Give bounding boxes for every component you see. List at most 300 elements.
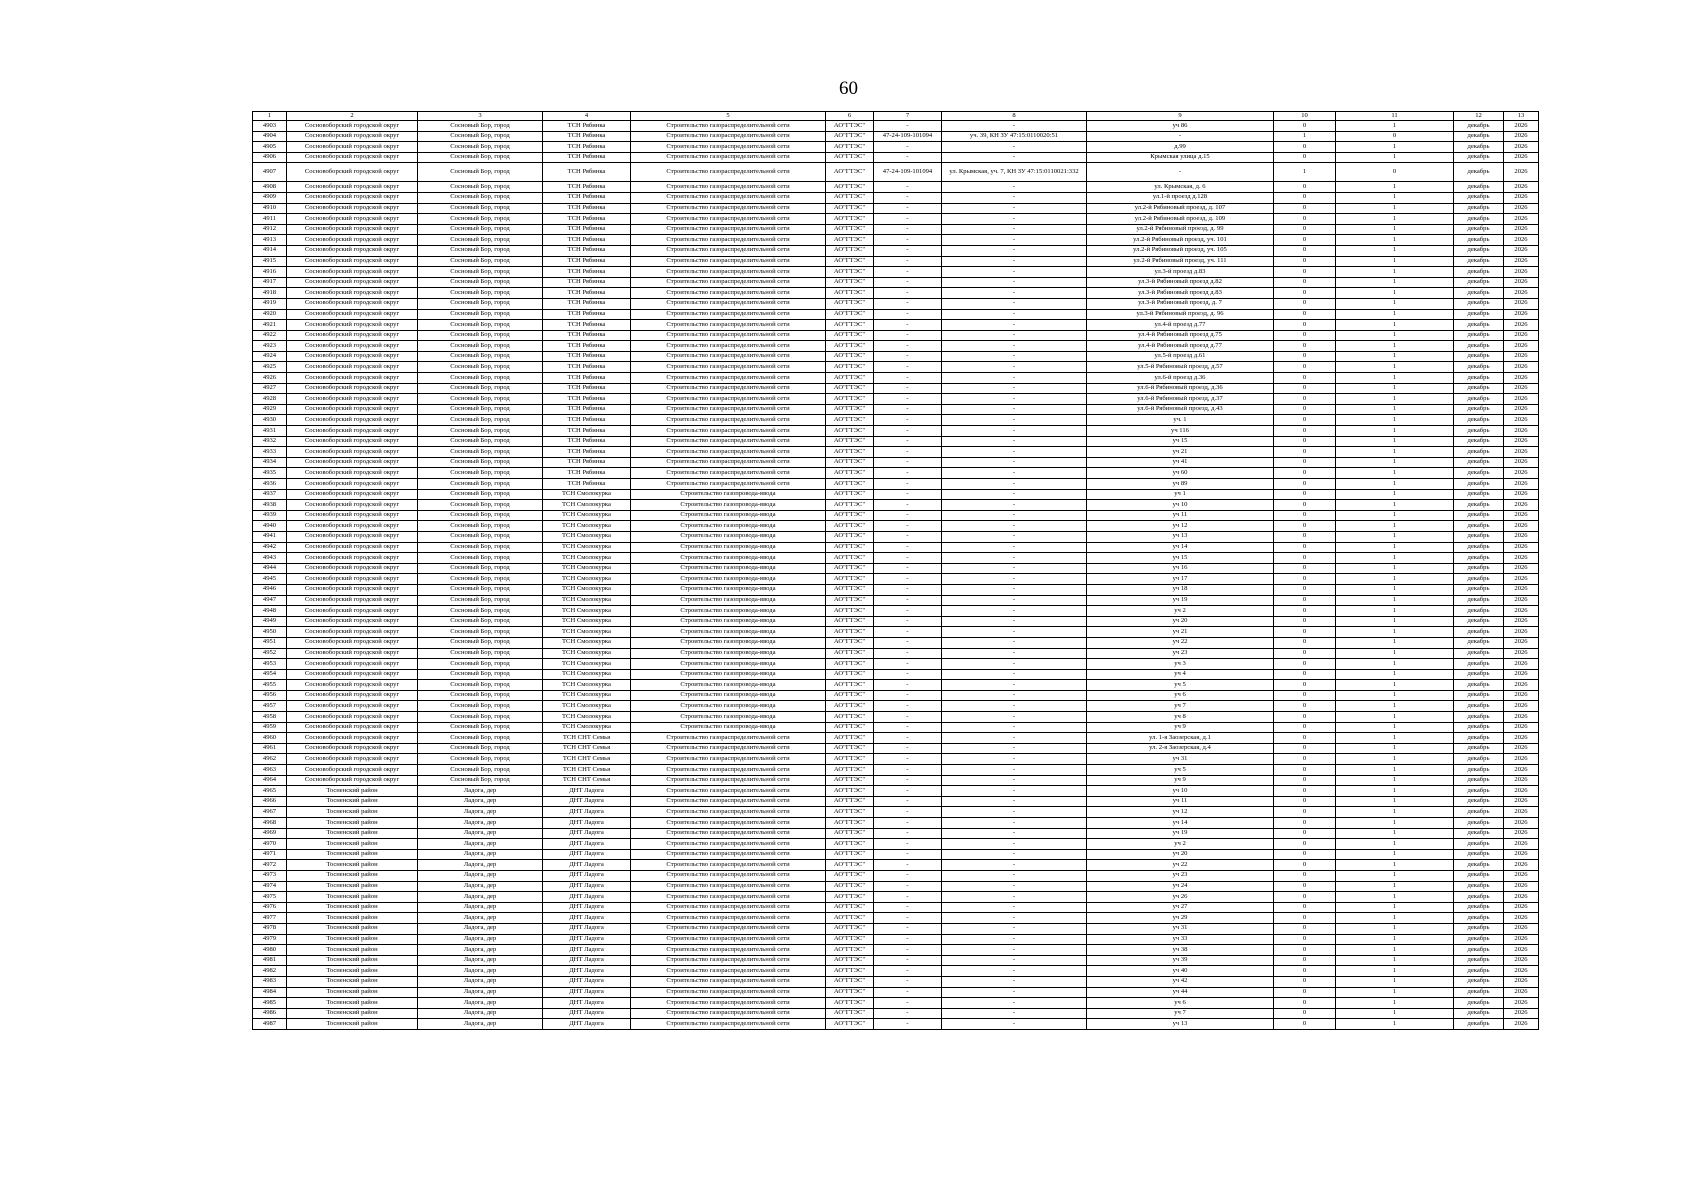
table-cell: декабрь (1454, 616, 1504, 627)
table-cell: 0 (1274, 765, 1336, 776)
table-cell: Строительство газораспределительной сети (631, 479, 826, 490)
table-cell: ТСН Рябинка (543, 256, 631, 267)
table-cell: 4951 (253, 637, 287, 648)
table-cell: Сосновоборский городской округ (287, 373, 418, 384)
table-cell: Сосновоборский городской округ (287, 457, 418, 468)
table-cell: Сосновоборский городской округ (287, 754, 418, 765)
table-cell: 4942 (253, 542, 287, 553)
table-cell: АО"ГТЭС" (826, 489, 874, 500)
table-cell: ТСН Смолокурка (543, 680, 631, 691)
table-cell: декабрь (1454, 659, 1504, 670)
table-cell: Сосновый Бор, город (418, 131, 543, 142)
table-cell: Тосненский район (287, 1019, 418, 1030)
table-cell: Сосновый Бор, город (418, 722, 543, 733)
table-cell: декабрь (1454, 152, 1504, 163)
table-row (253, 754, 1539, 765)
table-cell: Сосновоборский городской округ (287, 277, 418, 288)
table-cell: - (874, 309, 942, 320)
table-cell: 4982 (253, 966, 287, 977)
table-row (253, 892, 1539, 903)
table-cell: ТСН Рябинка (543, 404, 631, 415)
table-cell: - (942, 574, 1087, 585)
table-cell: 4965 (253, 786, 287, 797)
table-cell: - (942, 955, 1087, 966)
table-cell: АО"ГТЭС" (826, 733, 874, 744)
table-cell: декабрь (1454, 860, 1504, 871)
table-cell: - (874, 616, 942, 627)
table-cell: 0 (1274, 976, 1336, 987)
table-row (253, 131, 1539, 142)
column-header: 6 (826, 112, 874, 121)
table-cell: ул.6-й Рябиновый проезд, д.37 (1087, 394, 1274, 405)
table-cell: Сосновый Бор, город (418, 637, 543, 648)
table-cell: Сосновый Бор, город (418, 712, 543, 723)
table-cell: 4972 (253, 860, 287, 871)
column-header: 5 (631, 112, 826, 121)
table-cell: Сосновоборский городской округ (287, 203, 418, 214)
table-cell: 1 (1336, 902, 1454, 913)
table-cell: - (942, 923, 1087, 934)
table-cell: 1 (1336, 807, 1454, 818)
table-cell: 2026 (1504, 373, 1539, 384)
table-cell: АО"ГТЭС" (826, 1008, 874, 1019)
table-cell: - (942, 765, 1087, 776)
table-cell: 1 (1336, 828, 1454, 839)
table-cell: уч 4 (1087, 669, 1274, 680)
table-row (253, 966, 1539, 977)
table-cell: Сосновый Бор, город (418, 489, 543, 500)
table-cell: ул.4-й Рябиновый проезд д.77 (1087, 341, 1274, 352)
table-cell: - (942, 743, 1087, 754)
table-cell: Сосновый Бор, город (418, 256, 543, 267)
table-cell: - (942, 754, 1087, 765)
table-cell: Ладога, дер (418, 786, 543, 797)
table-cell: 4966 (253, 796, 287, 807)
table-cell: Ладога, дер (418, 839, 543, 850)
table-cell: Строительство газораспределительной сети (631, 468, 826, 479)
table-cell: уч 22 (1087, 860, 1274, 871)
table-cell: 2026 (1504, 214, 1539, 225)
table-cell: Сосновоборский городской округ (287, 489, 418, 500)
table-cell: Сосновоборский городской округ (287, 436, 418, 447)
table-cell: Строительство газораспределительной сети (631, 277, 826, 288)
table-cell: Строительство газораспределительной сети (631, 966, 826, 977)
table-cell: 0 (1274, 775, 1336, 786)
table-cell: Сосновоборский городской округ (287, 722, 418, 733)
table-cell: 4985 (253, 998, 287, 1009)
table-cell: декабрь (1454, 913, 1504, 924)
table-cell: уч 16 (1087, 563, 1274, 574)
table-cell: 1 (1336, 860, 1454, 871)
table-cell: 1 (1336, 870, 1454, 881)
table-cell: Тосненский район (287, 881, 418, 892)
table-cell: 4986 (253, 1008, 287, 1019)
table-cell: Тосненский район (287, 807, 418, 818)
table-cell: 1 (1336, 256, 1454, 267)
table-cell: 4933 (253, 447, 287, 458)
table-cell: ТСН Рябинка (543, 457, 631, 468)
table-cell: 0 (1274, 404, 1336, 415)
table-cell: 2026 (1504, 362, 1539, 373)
table-cell: уч 2 (1087, 606, 1274, 617)
table-cell: 2026 (1504, 152, 1539, 163)
table-cell: Сосновоборский городской округ (287, 192, 418, 203)
table-cell: 4981 (253, 955, 287, 966)
table-cell: уч 3 (1087, 659, 1274, 670)
table-cell: - (874, 976, 942, 987)
table-cell: Сосновоборский городской округ (287, 765, 418, 776)
table-row (253, 479, 1539, 490)
table-cell: 4918 (253, 288, 287, 299)
table-cell: Сосновый Бор, город (418, 245, 543, 256)
table-cell: - (874, 849, 942, 860)
table-cell: АО"ГТЭС" (826, 510, 874, 521)
table-cell: Ладога, дер (418, 945, 543, 956)
table-cell: - (874, 426, 942, 437)
table-cell: ТСН Рябинка (543, 436, 631, 447)
table-cell: Сосновый Бор, город (418, 510, 543, 521)
table-cell: 4953 (253, 659, 287, 670)
table-cell: Сосновоборский городской округ (287, 182, 418, 193)
table-cell: 4911 (253, 214, 287, 225)
table-cell: 1 (1336, 426, 1454, 437)
table-cell: 2026 (1504, 235, 1539, 246)
table-cell: 2026 (1504, 976, 1539, 987)
table-cell: АО"ГТЭС" (826, 542, 874, 553)
table-cell: Сосновый Бор, город (418, 669, 543, 680)
table-cell: ТСН Смолокурка (543, 606, 631, 617)
table-cell: 1 (1336, 383, 1454, 394)
table-cell: Строительство газопровода-ввода (631, 669, 826, 680)
table-row (253, 839, 1539, 850)
table-cell: декабрь (1454, 489, 1504, 500)
table-cell: 0 (1274, 489, 1336, 500)
column-header: 4 (543, 112, 631, 121)
table-cell: 2026 (1504, 351, 1539, 362)
table-row (253, 351, 1539, 362)
table-cell: 0 (1274, 955, 1336, 966)
table-cell: - (874, 245, 942, 256)
table-row (253, 309, 1539, 320)
table-row (253, 733, 1539, 744)
table-cell: АО"ГТЭС" (826, 192, 874, 203)
table-cell: 1 (1336, 182, 1454, 193)
table-cell: АО"ГТЭС" (826, 457, 874, 468)
table-cell: 2026 (1504, 394, 1539, 405)
table-cell: 0 (1274, 447, 1336, 458)
table-row (253, 913, 1539, 924)
table-row (253, 690, 1539, 701)
table-cell: Сосновый Бор, город (418, 542, 543, 553)
table-cell: - (874, 341, 942, 352)
table-cell: АО"ГТЭС" (826, 373, 874, 384)
table-cell: ТСН Рябинка (543, 362, 631, 373)
table-cell: ТСН Рябинка (543, 468, 631, 479)
table-cell: Сосновый Бор, город (418, 404, 543, 415)
table-cell: - (942, 669, 1087, 680)
table-cell: - (874, 192, 942, 203)
table-row (253, 245, 1539, 256)
table-cell: АО"ГТЭС" (826, 277, 874, 288)
table-cell: уч 21 (1087, 447, 1274, 458)
table-cell: Сосновый Бор, город (418, 447, 543, 458)
table-cell: АО"ГТЭС" (826, 892, 874, 903)
table-cell: 4930 (253, 415, 287, 426)
table-cell: 1 (1336, 818, 1454, 829)
table-row (253, 447, 1539, 458)
table-cell: декабрь (1454, 712, 1504, 723)
table-cell: уч 19 (1087, 595, 1274, 606)
table-cell: 4921 (253, 320, 287, 331)
table-row (253, 796, 1539, 807)
table-cell: - (874, 373, 942, 384)
table-cell: АО"ГТЭС" (826, 775, 874, 786)
table-cell: Сосновый Бор, город (418, 500, 543, 511)
table-cell: - (874, 489, 942, 500)
table-cell: уч 11 (1087, 510, 1274, 521)
table-cell: Строительство газораспределительной сети (631, 881, 826, 892)
table-cell: декабрь (1454, 131, 1504, 142)
table-cell: 2026 (1504, 733, 1539, 744)
table-row (253, 945, 1539, 956)
table-row (253, 765, 1539, 776)
table-cell: декабрь (1454, 373, 1504, 384)
table-cell: Строительство газораспределительной сети (631, 733, 826, 744)
table-cell: декабрь (1454, 256, 1504, 267)
table-row (253, 1008, 1539, 1019)
table-cell: Ладога, дер (418, 807, 543, 818)
table-row (253, 786, 1539, 797)
page-number: 60 (839, 78, 858, 99)
table-cell: уч 10 (1087, 500, 1274, 511)
table-cell: 1 (1336, 606, 1454, 617)
table-cell: 0 (1274, 351, 1336, 362)
table-cell: 2026 (1504, 765, 1539, 776)
table-cell: 0 (1274, 521, 1336, 532)
table-cell: декабрь (1454, 775, 1504, 786)
table-cell: - (874, 362, 942, 373)
table-cell: ТСН Рябинка (543, 142, 631, 153)
table-cell: - (1087, 163, 1274, 182)
table-cell: - (874, 870, 942, 881)
table-cell: ДНТ Ладога (543, 976, 631, 987)
table-cell: 2026 (1504, 913, 1539, 924)
table-cell: Сосновый Бор, город (418, 394, 543, 405)
table-cell: Строительство газораспределительной сети (631, 860, 826, 871)
table-cell: АО"ГТЭС" (826, 839, 874, 850)
table-cell: 0 (1274, 192, 1336, 203)
table-cell: 2026 (1504, 648, 1539, 659)
table-cell: 0 (1274, 870, 1336, 881)
table-cell: ТСН Смолокурка (543, 627, 631, 638)
table-cell: АО"ГТЭС" (826, 121, 874, 132)
table-cell: Ладога, дер (418, 870, 543, 881)
table-cell: декабрь (1454, 584, 1504, 595)
table-cell: 4975 (253, 892, 287, 903)
table-cell: АО"ГТЭС" (826, 214, 874, 225)
table-cell: Сосновый Бор, город (418, 288, 543, 299)
table-cell: 1 (1336, 680, 1454, 691)
table-cell: 2026 (1504, 807, 1539, 818)
table-cell: Строительство газопровода-ввода (631, 712, 826, 723)
table-cell: Сосновый Бор, город (418, 373, 543, 384)
table-cell: Сосновоборский городской округ (287, 669, 418, 680)
table-cell: - (874, 998, 942, 1009)
table-cell: Тосненский район (287, 786, 418, 797)
table-cell: - (942, 775, 1087, 786)
table-cell: декабрь (1454, 457, 1504, 468)
table-row (253, 648, 1539, 659)
table-cell: 1 (1336, 881, 1454, 892)
table-cell: 1 (1336, 955, 1454, 966)
table-cell: декабрь (1454, 786, 1504, 797)
table-cell: уч 116 (1087, 426, 1274, 437)
table-cell: Строительство газораспределительной сети (631, 775, 826, 786)
table-cell: ТСН Рябинка (543, 288, 631, 299)
table-row (253, 722, 1539, 733)
table-row (253, 987, 1539, 998)
table-cell: АО"ГТЭС" (826, 288, 874, 299)
table-row (253, 468, 1539, 479)
table-cell: Строительство газораспределительной сети (631, 142, 826, 153)
table-cell: Сосновый Бор, город (418, 606, 543, 617)
table-cell: 1 (1336, 394, 1454, 405)
table-cell: 2026 (1504, 690, 1539, 701)
table-cell: - (942, 839, 1087, 850)
table-cell: - (874, 637, 942, 648)
table-cell: 4935 (253, 468, 287, 479)
table-cell: Сосновый Бор, город (418, 277, 543, 288)
table-cell: Тосненский район (287, 1008, 418, 1019)
table-cell: АО"ГТЭС" (826, 786, 874, 797)
table-cell: 1 (1336, 203, 1454, 214)
table-cell: 4973 (253, 870, 287, 881)
table-cell: Сосновоборский городской округ (287, 616, 418, 627)
table-cell: 0 (1274, 330, 1336, 341)
table-cell: 1 (1336, 733, 1454, 744)
table-cell: Сосновоборский городской округ (287, 383, 418, 394)
table-cell: 2026 (1504, 659, 1539, 670)
table-cell: Тосненский район (287, 892, 418, 903)
table-cell: - (874, 521, 942, 532)
table-cell: 1 (1336, 373, 1454, 384)
table-cell: 1 (1336, 479, 1454, 490)
table-cell: 2026 (1504, 902, 1539, 913)
table-cell: - (874, 934, 942, 945)
table-cell: Тосненский район (287, 902, 418, 913)
table-cell: 1 (1336, 796, 1454, 807)
table-cell: 2026 (1504, 669, 1539, 680)
table-cell: Сосновоборский городской округ (287, 595, 418, 606)
table-cell: ТСН Рябинка (543, 214, 631, 225)
table-cell: 0 (1274, 669, 1336, 680)
table-cell: декабрь (1454, 224, 1504, 235)
table-cell: Сосновоборский городской округ (287, 404, 418, 415)
table-cell: Сосновый Бор, город (418, 163, 543, 182)
table-cell: декабрь (1454, 142, 1504, 153)
table-cell: - (942, 659, 1087, 670)
table-cell: декабрь (1454, 330, 1504, 341)
table-cell: АО"ГТЭС" (826, 870, 874, 881)
table-cell: - (874, 203, 942, 214)
table-cell: 2026 (1504, 712, 1539, 723)
table-cell: 0 (1274, 966, 1336, 977)
table-cell: 4984 (253, 987, 287, 998)
table-cell: 1 (1336, 447, 1454, 458)
table-cell: 4946 (253, 584, 287, 595)
table-cell: 4943 (253, 553, 287, 564)
table-cell: АО"ГТЭС" (826, 531, 874, 542)
table-cell: - (942, 553, 1087, 564)
table-row (253, 510, 1539, 521)
table-cell: уч 12 (1087, 521, 1274, 532)
table-cell: декабрь (1454, 163, 1504, 182)
table-cell: декабрь (1454, 690, 1504, 701)
table-cell: АО"ГТЭС" (826, 574, 874, 585)
table-cell: 1 (1336, 436, 1454, 447)
table-cell: ТСН Рябинка (543, 373, 631, 384)
table-cell: - (874, 669, 942, 680)
table-cell: - (874, 479, 942, 490)
table-cell: 4948 (253, 606, 287, 617)
table-cell: 0 (1274, 267, 1336, 278)
table-cell: декабрь (1454, 277, 1504, 288)
table-cell: АО"ГТЭС" (826, 913, 874, 924)
table-cell: Строительство газораспределительной сети (631, 235, 826, 246)
table-cell: 0 (1274, 606, 1336, 617)
table-cell: - (874, 542, 942, 553)
table-cell: ТСН Смолокурка (543, 712, 631, 723)
table-cell: АО"ГТЭС" (826, 479, 874, 490)
table-cell: 0 (1274, 902, 1336, 913)
table-cell: Сосновый Бор, город (418, 121, 543, 132)
table-cell: АО"ГТЭС" (826, 468, 874, 479)
table-cell: Сосновоборский городской округ (287, 256, 418, 267)
table-cell: Сосновый Бор, город (418, 182, 543, 193)
table-cell: 0 (1274, 298, 1336, 309)
table-cell: 1 (1336, 934, 1454, 945)
table-cell: Строительство газораспределительной сети (631, 998, 826, 1009)
table-cell: ТСН Смолокурка (543, 542, 631, 553)
table-cell: - (942, 152, 1087, 163)
table-row (253, 669, 1539, 680)
table-cell: декабрь (1454, 288, 1504, 299)
table-cell: 2026 (1504, 923, 1539, 934)
table-cell: Строительство газораспределительной сети (631, 818, 826, 829)
table-cell: - (942, 976, 1087, 987)
table-cell: АО"ГТЭС" (826, 860, 874, 871)
table-cell: 0 (1274, 563, 1336, 574)
table-cell: 2026 (1504, 224, 1539, 235)
table-cell: Строительство газораспределительной сети (631, 383, 826, 394)
table-cell: - (874, 256, 942, 267)
table-cell: - (874, 553, 942, 564)
table-cell: ТСН Рябинка (543, 203, 631, 214)
table-cell: 1 (1336, 341, 1454, 352)
table-cell: Строительство газораспределительной сети (631, 415, 826, 426)
table-cell: 0 (1274, 987, 1336, 998)
table-cell: - (942, 457, 1087, 468)
table-cell: - (942, 394, 1087, 405)
table-cell: - (942, 881, 1087, 892)
table-cell: Строительство газораспределительной сети (631, 902, 826, 913)
table-cell: декабрь (1454, 606, 1504, 617)
table-cell: уч 9 (1087, 775, 1274, 786)
table-cell: Строительство газораспределительной сети (631, 743, 826, 754)
table-cell: 0 (1274, 754, 1336, 765)
table-row (253, 489, 1539, 500)
table-cell: - (874, 531, 942, 542)
